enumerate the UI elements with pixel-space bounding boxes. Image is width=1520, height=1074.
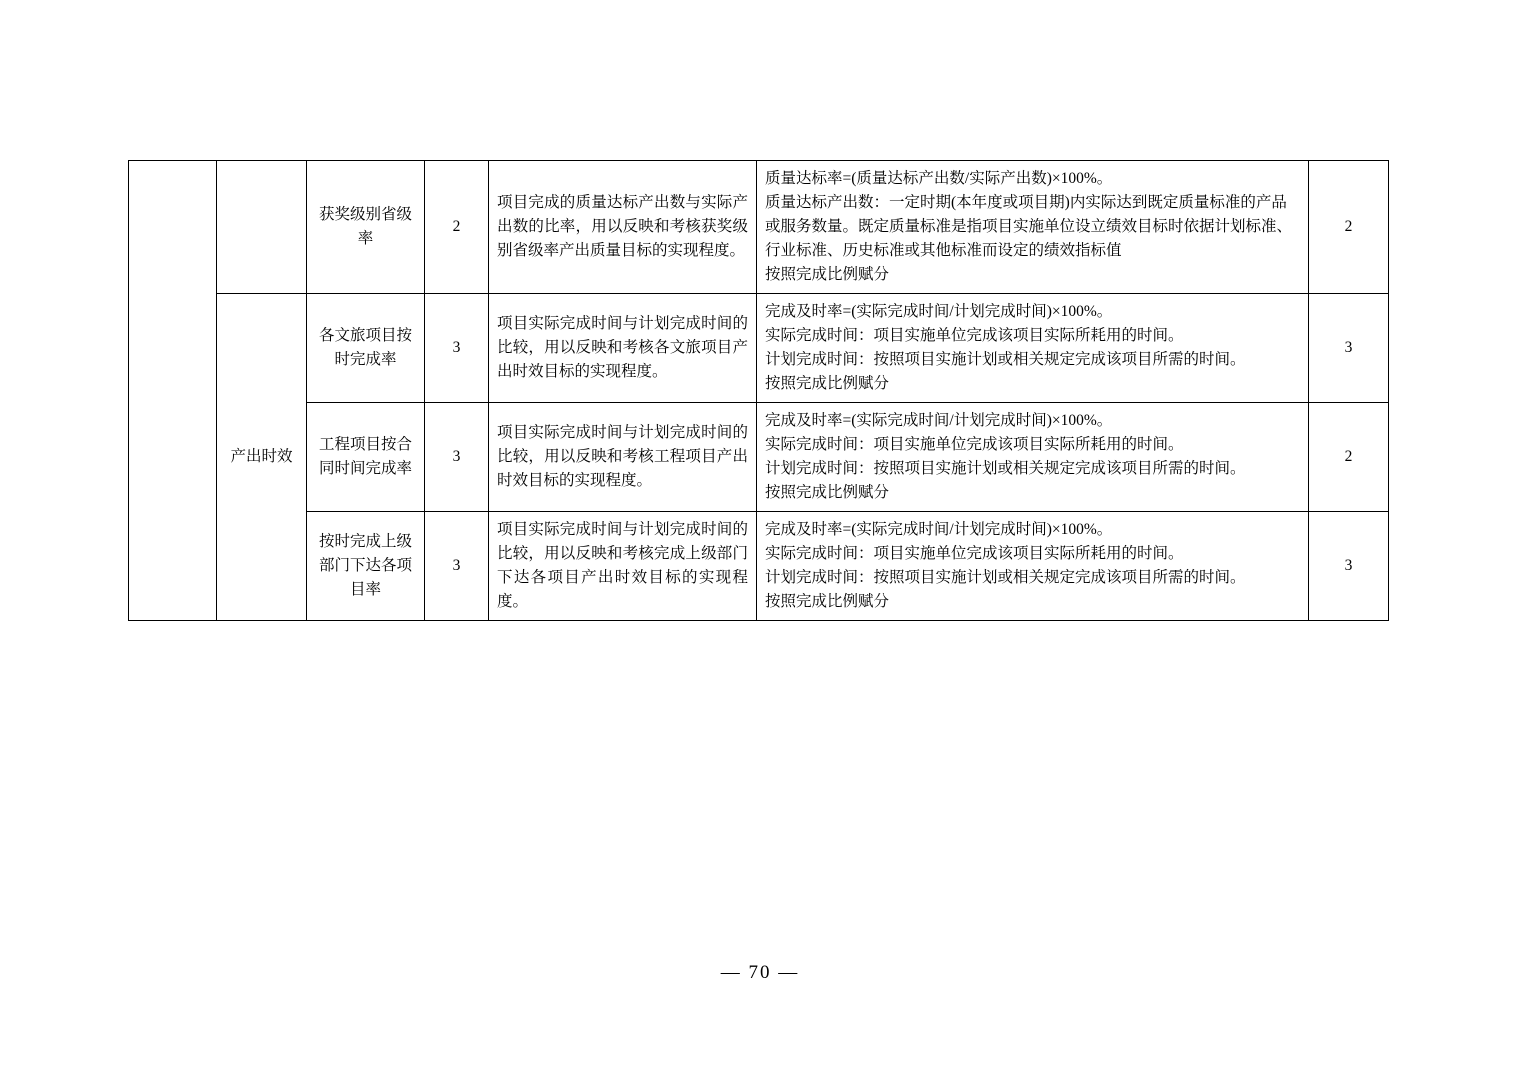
indicator-name-text: 工程项目按合同时间完成率 <box>318 436 412 478</box>
cell-score: 2 <box>1309 403 1389 512</box>
cell-weight: 2 <box>425 161 489 294</box>
cell-indicator-name <box>307 403 425 512</box>
standard-line: 质量达标率=(质量达标产出数/实际产出数)×100%。 <box>765 170 1113 187</box>
standard-line: 完成及时率=(实际完成时间/计划完成时间)×100%。 <box>765 521 1113 539</box>
cell-description: 项目完成的质量达标产出数与实际产出数的比率，用以反映和考核获奖级别省级率产出质量目标的实现程度。 <box>489 161 757 294</box>
cell-weight: 3 <box>425 512 489 621</box>
standard-line: 按照完成比例赋分 <box>765 484 890 502</box>
table-row <box>129 161 1389 294</box>
standard-line: 实际完成时间：项目实施单位完成该项目实际所耗用的时间。 <box>765 436 1184 454</box>
indicator-name-text: 按时完成上级部门下达各项目率 <box>318 533 412 599</box>
cell-weight: 3 <box>425 403 489 512</box>
cell-standard <box>757 294 1309 403</box>
standard-line: 质量达标产出数：一定时期(本年度或项目期)内实际达到既定质量标准的产品或服务数量。既定质量标准是指项目实施单位设立绩效目标时依据计划标准、行业标准、历史标准或其他标准而设定的绩效指标值 <box>765 194 1293 260</box>
standard-line: 按照完成比例赋分 <box>765 375 890 393</box>
dimension-text: 产出时效 <box>230 448 293 465</box>
standard-line: 实际完成时间：项目实施单位完成该项目实际所耗用的时间。 <box>765 545 1184 563</box>
cell-indicator-name <box>307 294 425 403</box>
indicator-name-text: 各文旅项目按时完成率 <box>318 327 412 369</box>
standard-line: 按照完成比例赋分 <box>765 266 890 284</box>
page-number: — 70 — <box>720 962 800 983</box>
cell-dimension <box>217 161 307 294</box>
standard-line: 实际完成时间：项目实施单位完成该项目实际所耗用的时间。 <box>765 327 1184 345</box>
cell-standard <box>757 403 1309 512</box>
standard-line: 计划完成时间：按照项目实施计划或相关规定完成该项目所需的时间。 <box>765 569 1246 587</box>
table-row <box>129 403 1389 512</box>
standard-line: 完成及时率=(实际完成时间/计划完成时间)×100%。 <box>765 412 1113 430</box>
standard-line: 计划完成时间：按照项目实施计划或相关规定完成该项目所需的时间。 <box>765 460 1246 478</box>
indicator-name-text: 获奖级别省级率 <box>318 206 412 248</box>
cell-description: 项目实际完成时间与计划完成时间的比较，用以反映和考核完成上级部门下达各项目产出时效目标的实现程度。 <box>489 512 757 621</box>
cell-dimension <box>217 294 307 621</box>
cell-standard <box>757 161 1309 294</box>
table-row <box>129 512 1389 621</box>
cell-weight: 3 <box>425 294 489 403</box>
cell-category <box>129 161 217 621</box>
standard-line: 完成及时率=(实际完成时间/计划完成时间)×100%。 <box>765 303 1113 321</box>
cell-score: 2 <box>1309 161 1389 294</box>
standard-line: 计划完成时间：按照项目实施计划或相关规定完成该项目所需的时间。 <box>765 351 1246 369</box>
cell-indicator-name <box>307 161 425 294</box>
cell-score: 3 <box>1309 294 1389 403</box>
standard-line: 按照完成比例赋分 <box>765 593 890 611</box>
cell-standard <box>757 512 1309 621</box>
performance-indicator-table <box>128 160 1389 621</box>
cell-description: 项目实际完成时间与计划完成时间的比较，用以反映和考核工程项目产出时效目标的实现程度。 <box>489 403 757 512</box>
cell-indicator-name <box>307 512 425 621</box>
performance-indicator-table-wrapper <box>128 160 1388 621</box>
cell-score: 3 <box>1309 512 1389 621</box>
table-row <box>129 294 1389 403</box>
cell-description: 项目实际完成时间与计划完成时间的比较，用以反映和考核各文旅项目产出时效目标的实现程度。 <box>489 294 757 403</box>
